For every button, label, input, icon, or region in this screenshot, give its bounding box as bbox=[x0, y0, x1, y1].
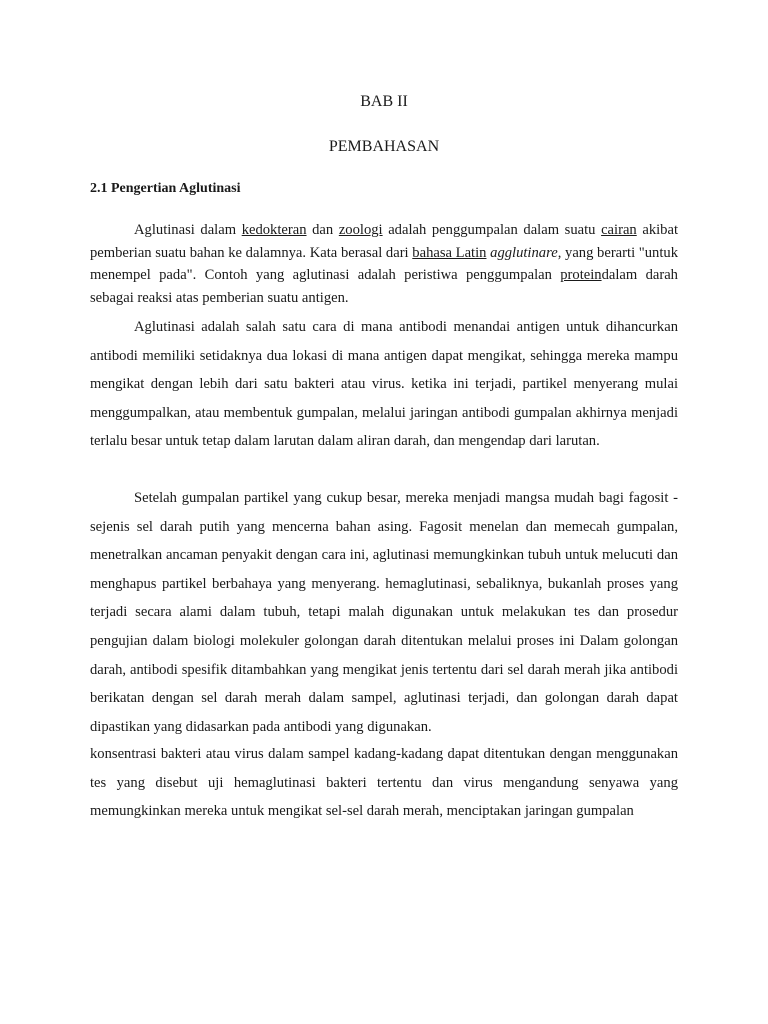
paragraph-mechanism: Aglutinasi adalah salah satu cara di mana antibodi menandai antigen untuk dihancurkan antibodi memiliki setidaknya dua lokasi di mana antigen dapat mengikat, sehingga mereka mampu mengikat dengan lebih dari satu bakteri atau virus. ketika ini terjadi, partikel menyerang mulai menggumpalkan, atau membentuk gumpalan, melalui jaringan antibodi gumpalan akhirnya menjadi terlalu besar untuk tetap dalam larutan dalam aliran darah, dan mengendap dari larutan. bbox=[90, 319, 678, 450]
paragraph-concentration: konsentrasi bakteri atau virus dalam sampel kadang-kadang dapat ditentukan dengan menggunakan tes yang disebut uji hemaglutinasi bakteri tertentu dan virus mengandung senyawa yang memungkinkan mereka untuk mengikat sel-sel darah merah, menciptakan jaringan gumpalan bbox=[90, 746, 678, 820]
link-cairan[interactable]: cairan bbox=[601, 222, 637, 238]
paragraph-phagocytosis: Setelah gumpalan partikel yang cukup besar, mereka menjadi mangsa mudah bagi fagosit - sejenis sel darah putih yang mencerna bahan asing. Fagosit menelan dan memecah gumpalan, menetralkan ancaman penyakit dengan cara ini, aglutinasi memungkinkan tubuh untuk melucuti dan menghapus partikel berbahaya yang menyerang. hemaglutinasi, sebaliknya, bukanlah proses yang terjadi secara alami dalam tubuh, tetapi malah digunakan untuk melakukan tes dan prosedur pengujian dalam biologi molekuler golongan darah ditentukan melalui proses ini Dalam golongan darah, antibodi spesifik ditambahkan yang mengikat jenis tertentu dari sel darah merah jika antibodi berikatan dengan sel darah merah dalam sampel, aglutinasi terjadi, dan golongan darah dapat dipastikan yang didasarkan pada antibodi yang digunakan. bbox=[90, 490, 678, 735]
section-heading: 2.1 Pengertian Aglutinasi bbox=[90, 181, 241, 196]
text-run: adalah penggumpalan dalam suatu bbox=[382, 222, 602, 238]
link-bahasa-latin[interactable]: bahasa Latin bbox=[412, 244, 487, 261]
latin-term: agglutinare bbox=[490, 244, 558, 261]
page-title: PEMBAHASAN bbox=[328, 138, 440, 155]
paragraph-definition bbox=[90, 219, 678, 309]
text-run: akibat pemberian suatu bahan ke dalamnya. Kata berasal dari bbox=[90, 222, 678, 261]
text-run: , yang berarti "untuk menempel pada". Contoh yang aglutinasi adalah peristiwa penggumpalan bbox=[90, 244, 678, 283]
chapter-heading: BAB II bbox=[360, 93, 408, 110]
text-run: dan bbox=[306, 222, 339, 238]
link-zoologi[interactable]: zoologi bbox=[338, 222, 383, 238]
text-run: dalam darah sebagai reaksi atas pemberian suatu antigen. bbox=[90, 267, 678, 306]
text-run: Aglutinasi dalam bbox=[134, 222, 242, 238]
link-kedokteran[interactable]: kedokteran bbox=[241, 222, 307, 238]
link-protein[interactable]: protein bbox=[560, 267, 602, 283]
